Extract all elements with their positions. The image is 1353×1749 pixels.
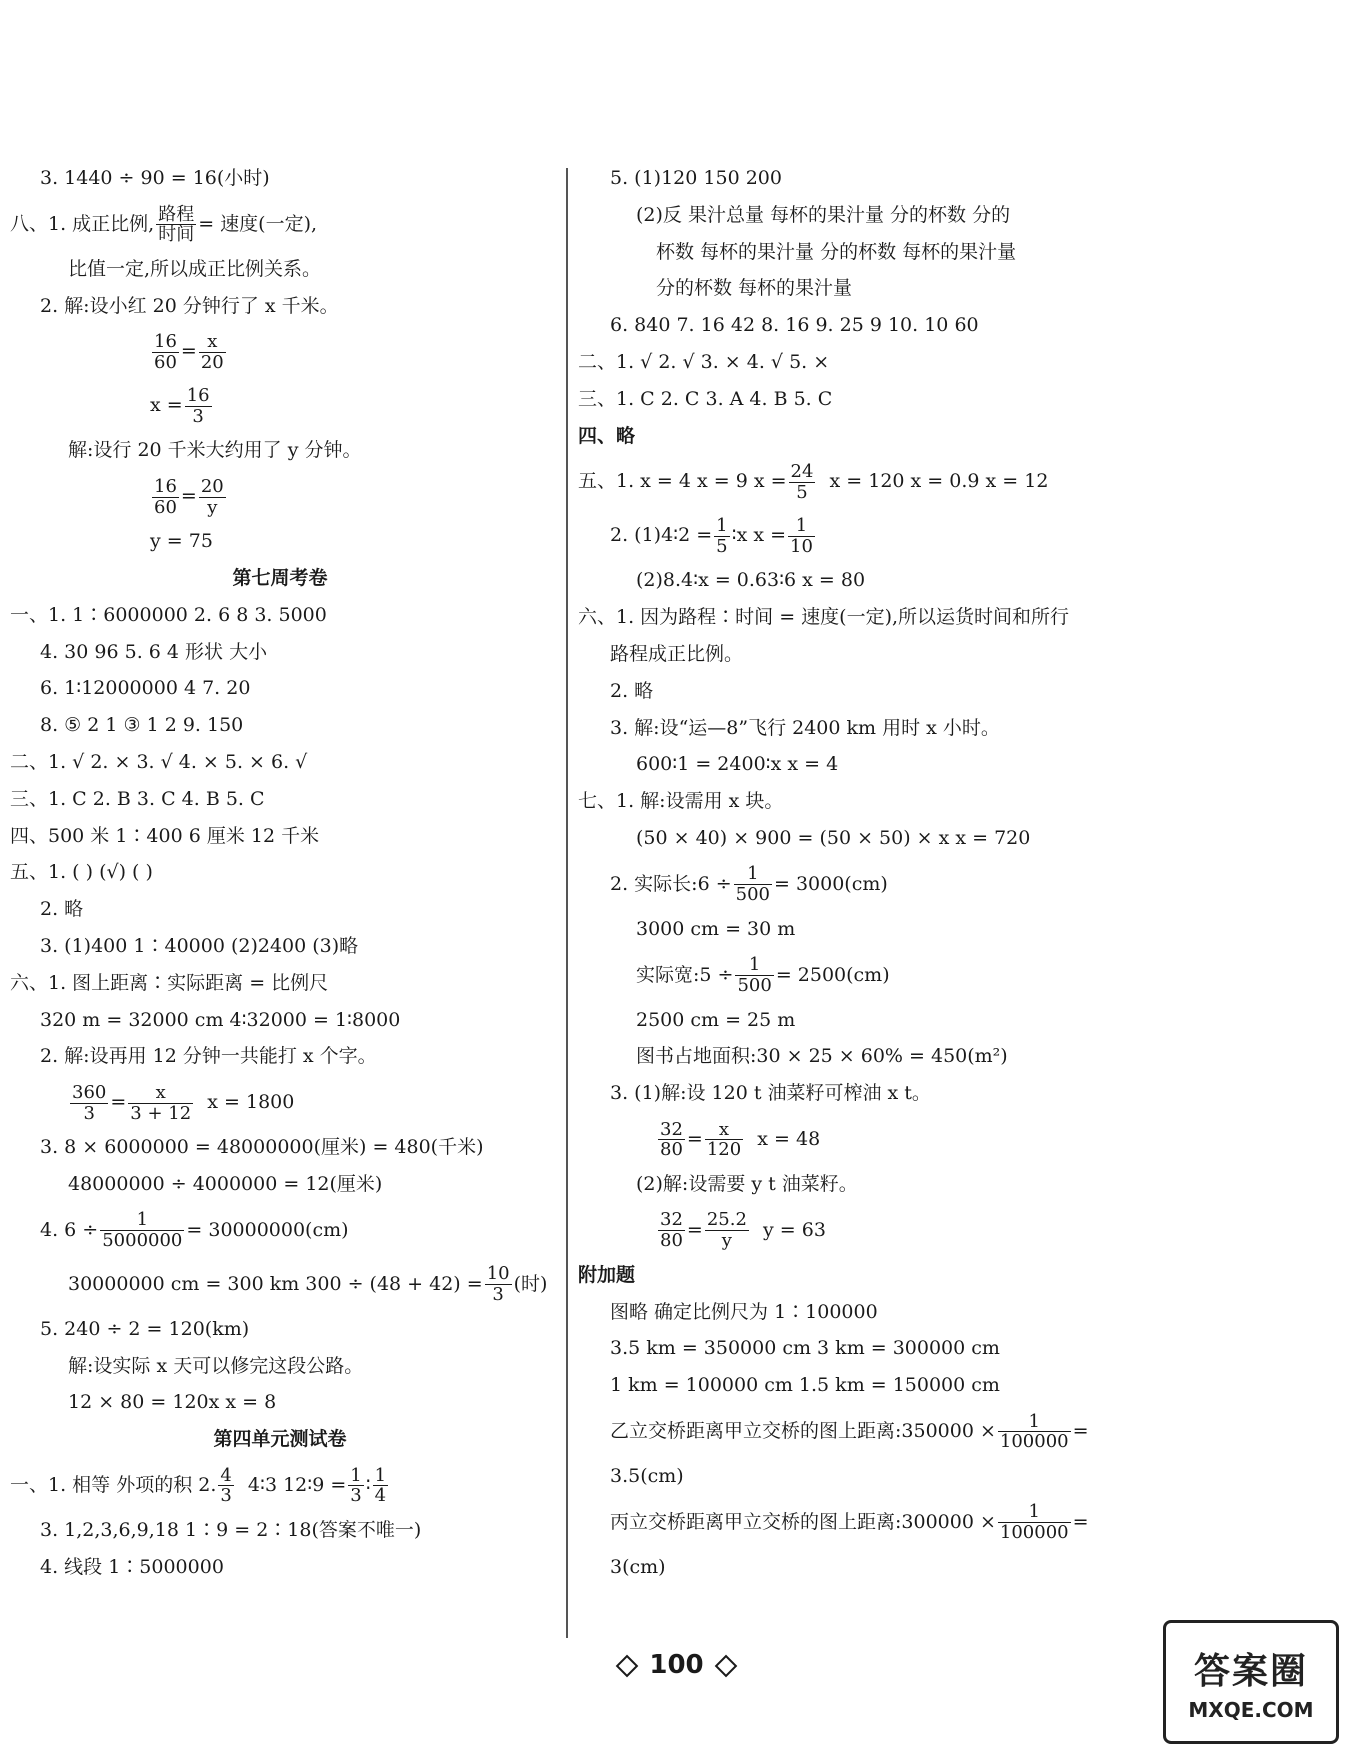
answer-line: 48000000 ÷ 4000000 = 12(厘米) — [68, 1172, 383, 1195]
answer-line: 3000 cm = 30 m — [636, 917, 796, 940]
answer-line: 3(cm) — [610, 1555, 666, 1578]
answer-line: 4. 线段 1∶5000000 — [40, 1555, 224, 1578]
equation-line: 2. (1)4∶2 = $\frac{1}{5}$ ∶x x = $\frac{1}{10}$ — [610, 515, 813, 557]
answer-line: 4. 30 96 5. 6 4 形状 大小 — [40, 640, 268, 663]
answer-line: 一、1. 1∶6000000 2. 6 8 3. 5000 — [10, 603, 327, 626]
fraction: $\frac{32}{80}$ — [660, 1118, 683, 1161]
answer-line: y = 75 — [150, 530, 213, 553]
fraction: $\frac{\text{路程}}{\text{时间}}$ — [158, 203, 195, 246]
fraction: $\frac{1}{10}$ — [790, 515, 813, 557]
answer-line: 路程成正比例。 — [610, 642, 744, 665]
equation-line: $\frac{16}{60}$ = $\frac{20}{y}$ — [154, 475, 224, 518]
answer-line: 六、1. 图上距离∶实际距离 = 比例尺 — [10, 971, 329, 994]
answer-line: 杯数 每杯的果汁量 分的杯数 每杯的果汁量 — [656, 240, 1017, 263]
answer-line: 600∶1 = 2400∶x x = 4 — [636, 753, 839, 776]
answer-line: 图书占地面积:30 × 25 × 60% = 450(m²) — [636, 1045, 1008, 1068]
answer-line: (2)8.4∶x = 0.63∶6 x = 80 — [636, 569, 866, 592]
fraction: $\frac{1}{500}$ — [737, 954, 772, 997]
column-divider — [566, 168, 568, 1638]
equation-line: 4. 6 ÷ $\frac{1}{5000000}$ = 30000000(cm) — [40, 1209, 349, 1252]
diamond-icon — [616, 1654, 639, 1677]
answer-line: 三、1. C 2. B 3. C 4. B 5. C — [10, 787, 265, 810]
fraction: $\frac{16}{3}$ — [186, 385, 210, 427]
equation-line: $\frac{360}{3}$ = $\frac{x}{3 + 12}$ x = 1800 — [72, 1081, 295, 1124]
answer-line: (2)解:设需要 y t 油菜籽。 — [636, 1172, 858, 1195]
answer-line: 3.5 km = 350000 cm 3 km = 300000 cm — [610, 1337, 1000, 1360]
equation-line: $\frac{32}{80}$ = $\frac{25.2}{y}$ y = 63 — [660, 1209, 826, 1252]
answer-line: 解:设实际 x 天可以修完这段公路。 — [68, 1354, 364, 1377]
answer-line: 12 × 80 = 120x x = 8 — [68, 1391, 277, 1414]
answer-line: 3. (1)400 1∶40000 (2)2400 (3)略 — [40, 934, 359, 957]
fraction: $\frac{1}{5000000}$ — [102, 1209, 183, 1252]
answer-line: (50 × 40) × 900 = (50 × 50) × x x = 720 — [636, 826, 1031, 849]
fraction: $\frac{1}{100000}$ — [999, 1410, 1069, 1453]
answer-line: 6. 840 7. 16 42 8. 16 9. 25 9 10. 10 60 — [610, 314, 979, 337]
answer-line: 5. 240 ÷ 2 = 120(km) — [40, 1317, 250, 1340]
answer-line: 2. 略 — [610, 679, 654, 702]
section-heading: 附加题 — [578, 1263, 636, 1286]
answer-line: 2. 略 — [40, 898, 84, 921]
answer-line: 6. 1∶12000000 4 7. 20 — [40, 677, 251, 700]
answer-line: 六、1. 因为路程∶时间 = 速度(一定),所以运货时间和所行 — [578, 606, 1070, 629]
answer-line: 3. 8 × 6000000 = 48000000(厘米) = 480(千米) — [40, 1136, 484, 1159]
answer-line: 七、1. 解:设需用 x 块。 — [578, 790, 784, 813]
fraction: $\frac{1}{5}$ — [716, 515, 728, 557]
fraction: $\frac{32}{80}$ — [660, 1209, 683, 1252]
answer-line: (2)反 果汁总量 每杯的果汁量 分的杯数 分的 — [636, 203, 1011, 226]
answer-line: 二、1. √ 2. √ 3. × 4. √ 5. × — [578, 350, 830, 373]
fraction: $\frac{25.2}{y}$ — [706, 1209, 747, 1252]
fraction: $\frac{360}{3}$ — [72, 1081, 107, 1124]
answer-line: 2500 cm = 25 m — [636, 1008, 796, 1031]
equation-line: $\frac{32}{80}$ = $\frac{x}{120}$ x = 48 — [660, 1118, 821, 1161]
answer-line: 320 m = 32000 cm 4∶32000 = 1∶8000 — [40, 1008, 401, 1031]
fraction: $\frac{1}{500}$ — [735, 863, 770, 906]
fraction: $\frac{16}{60}$ — [154, 331, 177, 373]
equation-line: 实际宽:5 ÷ $\frac{1}{500}$ = 2500(cm) — [636, 954, 890, 997]
right-column — [578, 160, 1138, 1586]
left-column — [0, 160, 560, 1586]
answer-line: 分的杯数 每杯的果汁量 — [656, 277, 853, 300]
answer-line: 3. 1440 ÷ 90 = 16(小时) — [40, 167, 270, 189]
fraction: $\frac{x}{20}$ — [200, 331, 224, 373]
answer-line: 三、1. C 2. C 3. A 4. B 5. C — [578, 387, 833, 410]
answer-line: 5. (1)120 150 200 — [610, 167, 782, 189]
equation-line: 丙立交桥距离甲立交桥的图上距离:300000 × $\frac{1}{100000}$ = — [610, 1501, 1089, 1544]
fraction: $\frac{16}{60}$ — [154, 475, 177, 518]
answer-line: 解:设行 20 千米大约用了 y 分钟。 — [68, 439, 362, 462]
diamond-icon — [714, 1654, 737, 1677]
answer-line: 八、1. 成正比例, $\frac{\text{路程}}{\text{时间}}$ = 速度(一定), — [10, 203, 318, 246]
fraction: $\frac{24}{5}$ — [790, 461, 814, 503]
equation-line: 五、1. x = 4 x = 9 x = $\frac{24}{5}$ x = 120 x = 0.9 x = 12 — [578, 461, 1049, 503]
answer-line: 1 km = 100000 cm 1.5 km = 150000 cm — [610, 1374, 1000, 1397]
answer-line: 3. 1,2,3,6,9,18 1∶9 = 2∶18(答案不唯一) — [40, 1518, 422, 1541]
answer-line: 二、1. √ 2. × 3. √ 4. × 5. × 6. √ — [10, 750, 308, 773]
answer-line: 3.5(cm) — [610, 1464, 684, 1487]
answer-line: 8. ⑤ 2 1 ③ 1 2 9. 150 — [40, 714, 244, 737]
answer-line: 图略 确定比例尺为 1∶100000 — [610, 1300, 878, 1323]
equation-line: 30000000 cm = 300 km 300 ÷ (48 + 42) = $\frac{10}{3}$ (时) — [68, 1263, 548, 1306]
answer-line: 3. (1)解:设 120 t 油菜籽可榨油 x t。 — [610, 1082, 931, 1105]
fraction: $\frac{1}{3}$ — [350, 1464, 362, 1507]
answer-line: 四、略 — [578, 424, 636, 447]
answer-line: 四、500 米 1∶400 6 厘米 12 千米 — [10, 824, 320, 847]
answer-line: 2. 解:设小红 20 分钟行了 x 千米。 — [40, 294, 339, 317]
equation-line: 一、1. 相等 外项的积 2. $\frac{4}{3}$ 4∶3 12∶9 = $\frac{1}{3}$ ∶ $\frac{1}{4}$ — [10, 1464, 387, 1507]
equation-line: x = $\frac{16}{3}$ — [150, 385, 210, 427]
page-footer — [0, 1650, 1353, 1680]
equation-line: 2. 实际长:6 ÷ $\frac{1}{500}$ = 3000(cm) — [610, 863, 888, 906]
answer-line: 五、1. ( ) (√) ( ) — [10, 861, 153, 884]
fraction: $\frac{x}{3 + 12}$ — [130, 1081, 192, 1124]
page-number: 100 — [649, 1650, 704, 1680]
section-heading: 第四单元测试卷 — [213, 1428, 347, 1451]
equation-line: 乙立交桥距离甲立交桥的图上距离:350000 × $\frac{1}{100000}$ = — [610, 1410, 1089, 1453]
fraction: $\frac{1}{100000}$ — [999, 1501, 1069, 1544]
fraction: $\frac{x}{120}$ — [706, 1118, 742, 1161]
answer-line: 比值一定,所以成正比例关系。 — [68, 257, 322, 280]
fraction: $\frac{1}{4}$ — [374, 1464, 387, 1507]
answer-line: 3. 解:设“运—8”飞行 2400 km 用时 x 小时。 — [610, 716, 1000, 739]
answer-line: 2. 解:设再用 12 分钟一共能打 x 个字。 — [40, 1045, 377, 1068]
watermark-logo: 答案圈 MXQE.COM — [1163, 1620, 1339, 1744]
fraction: $\frac{10}{3}$ — [486, 1263, 510, 1306]
fraction: $\frac{4}{3}$ — [220, 1464, 232, 1507]
fraction: $\frac{20}{y}$ — [200, 475, 224, 518]
section-heading: 第七周考卷 — [232, 566, 328, 589]
equation-line: $\frac{16}{60}$ = $\frac{x}{20}$ — [154, 331, 224, 373]
